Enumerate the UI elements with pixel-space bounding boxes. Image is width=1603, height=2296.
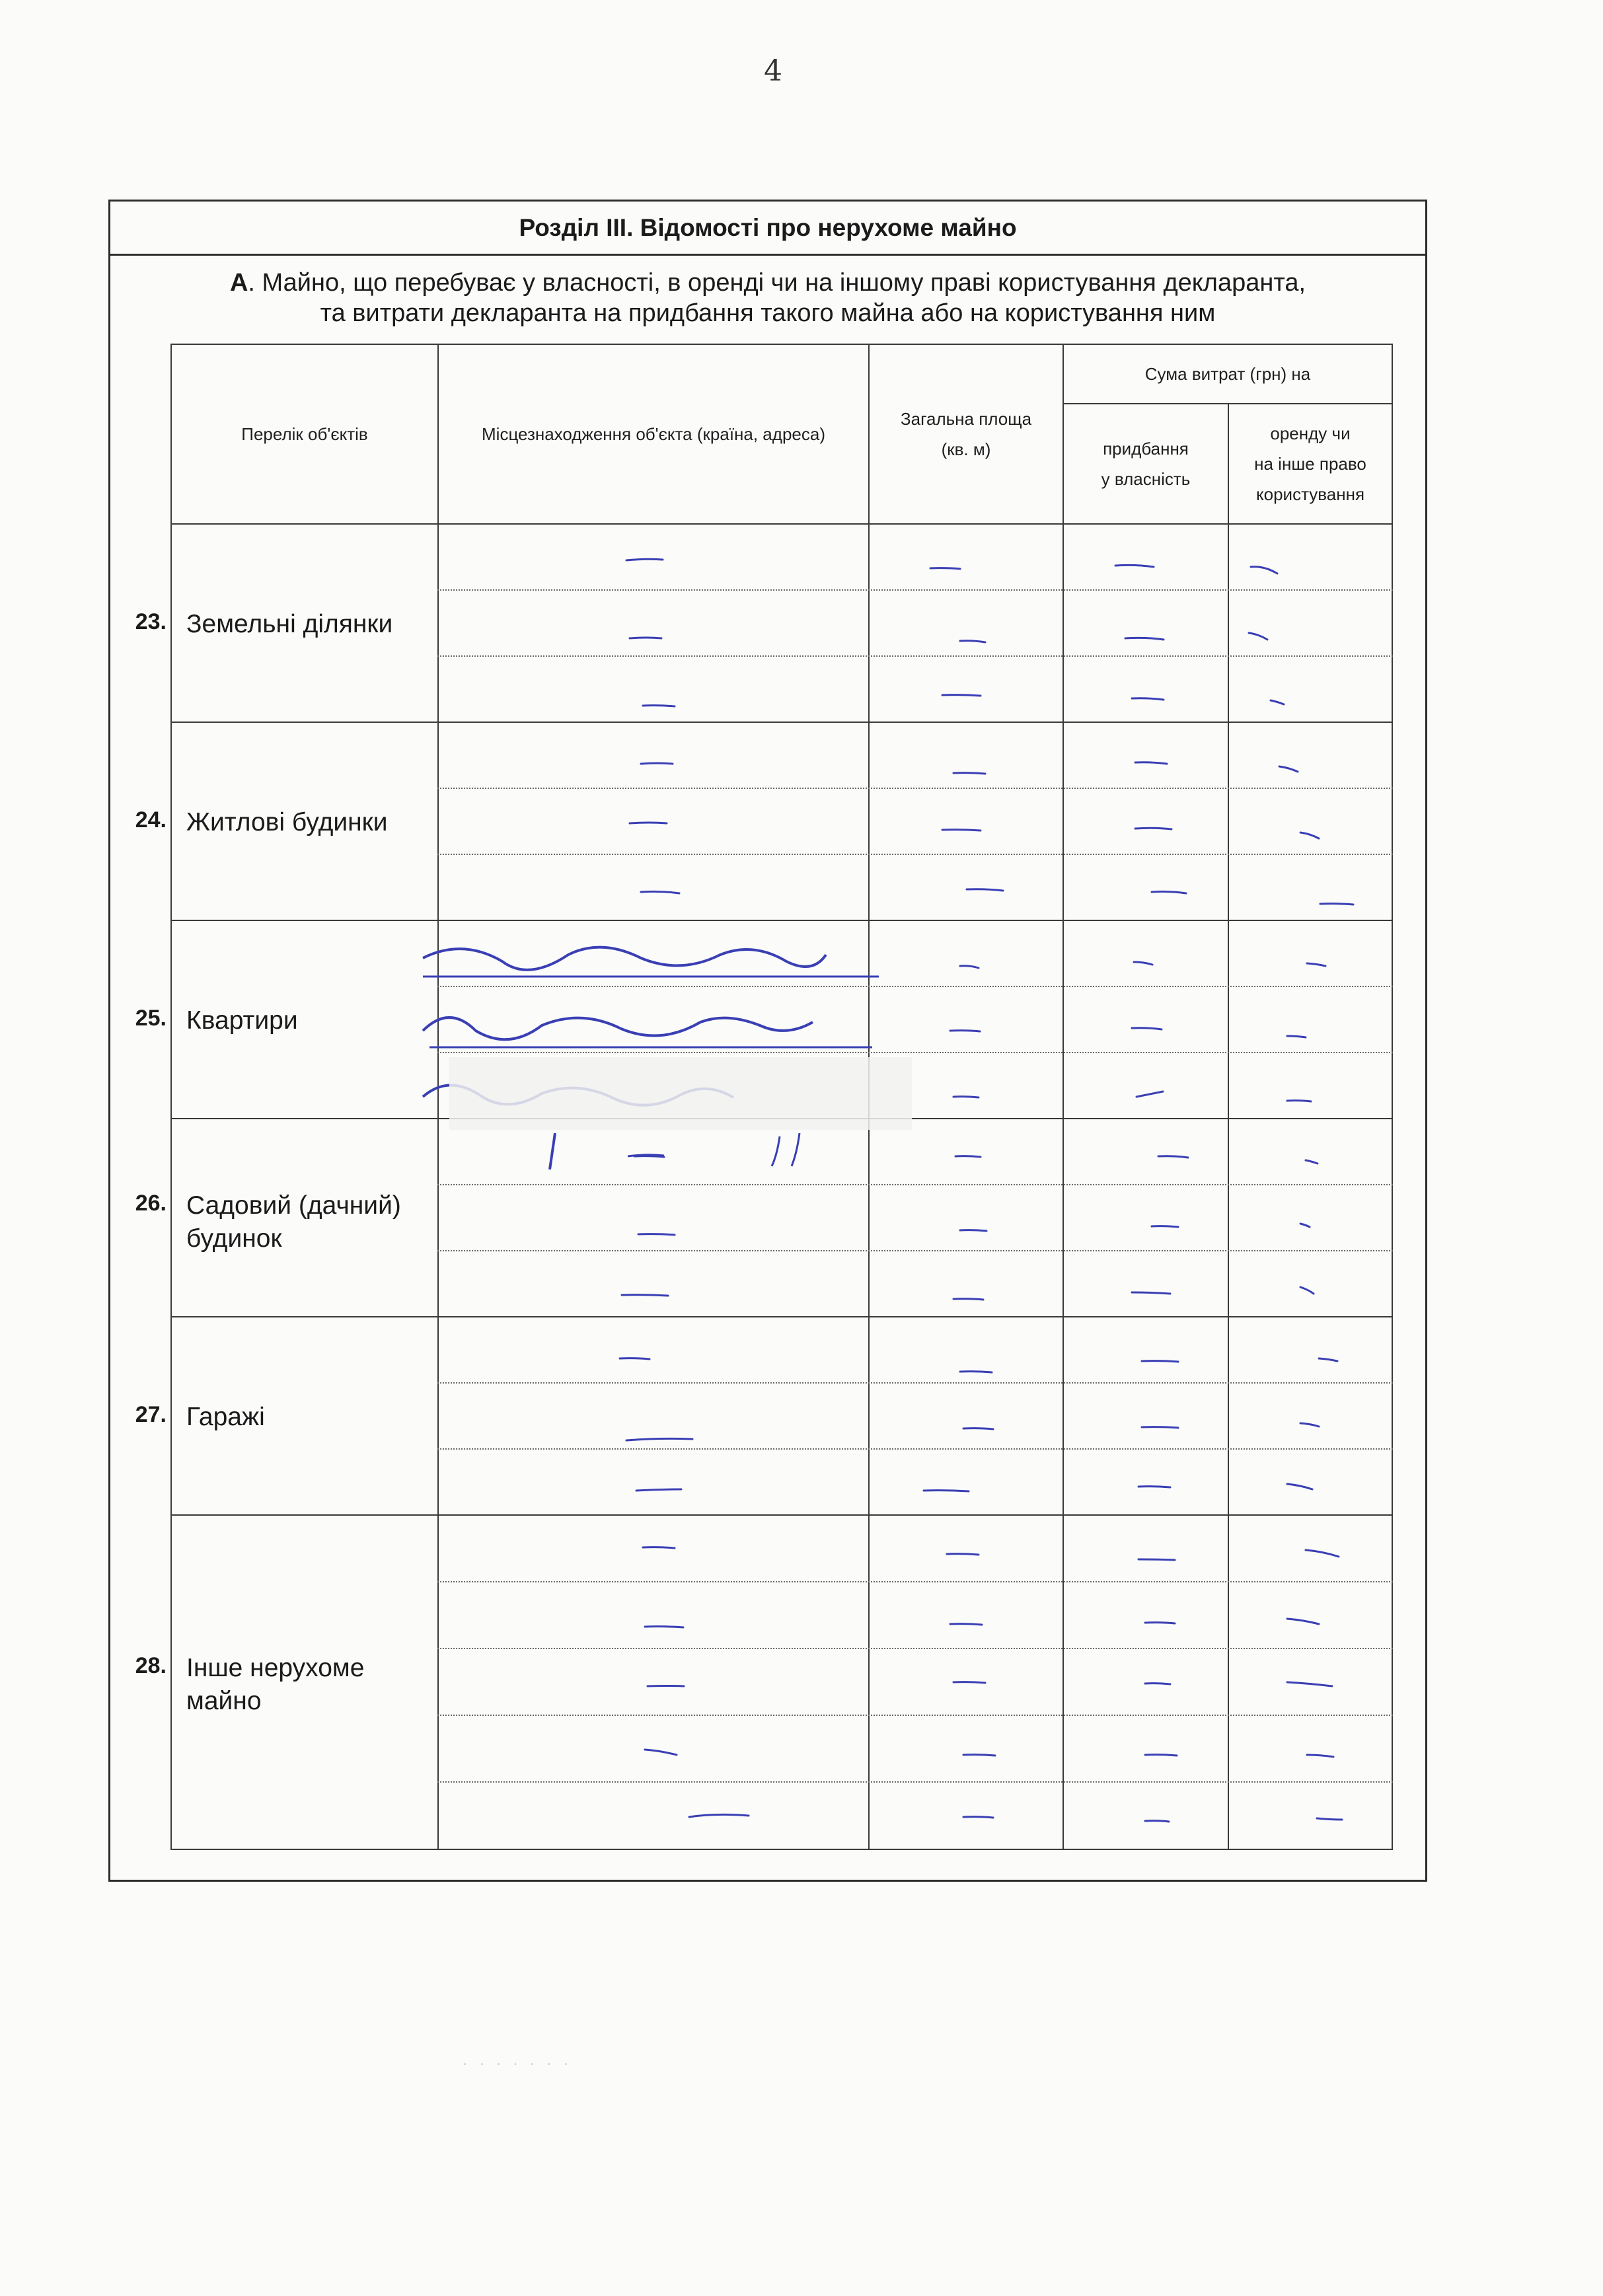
row-label: Земельні ділянки: [186, 610, 393, 638]
subtitle-line-1: [110, 268, 1425, 298]
row-number: 23.: [135, 609, 167, 634]
subtitle-text-1: . Майно, що перебуває у власності, в оренді чи на іншому праві користування декларанта,: [248, 269, 1306, 297]
row-number: 26.: [135, 1191, 167, 1216]
header-objects: Перелік об'єктів: [241, 424, 368, 444]
row-label: Квартири: [186, 1006, 298, 1035]
header-rent-line-1: оренду чи: [1270, 424, 1351, 443]
header-purchase-line-2: у власність: [1101, 469, 1191, 489]
header-location: Місцезнаходження об'єкта (країна, адреса): [482, 424, 825, 444]
row-label: Гаражі: [186, 1403, 265, 1431]
section-title: Розділ III. Відомості про нерухоме майно: [110, 202, 1425, 256]
header-rent-line-3: користування: [1255, 484, 1365, 504]
row-number: 24.: [135, 807, 167, 833]
faint-stamp-mark: · · · · · · ·: [463, 2055, 572, 2071]
subtitle-line-2: та витрати декларанта на придбання такого майна або на користування ним: [320, 299, 1216, 327]
row-label: Садовий (дачний) будинок: [186, 1191, 401, 1253]
row-number: 27.: [135, 1402, 167, 1427]
row-label: Інше нерухоме майно: [186, 1654, 365, 1715]
dash-marks: [620, 559, 1353, 1822]
row-number: 25.: [135, 1006, 167, 1031]
page-number: 4: [764, 54, 782, 88]
section-subtitle: [110, 268, 1425, 328]
header-rent-line-2: на інше право: [1254, 454, 1366, 474]
header-area-line-2: (кв. м): [941, 439, 991, 459]
header-area-line-1: Загальна площа: [900, 409, 1032, 429]
header-expenses: Сума витрат (грн) на: [1144, 364, 1311, 384]
row-number: 28.: [135, 1653, 167, 1678]
row-label: Житлові будинки: [186, 808, 388, 836]
header-purchase-line-1: придбання: [1103, 439, 1189, 459]
subtitle-letter: А: [229, 269, 248, 297]
handwritten-address: [410, 932, 912, 1176]
